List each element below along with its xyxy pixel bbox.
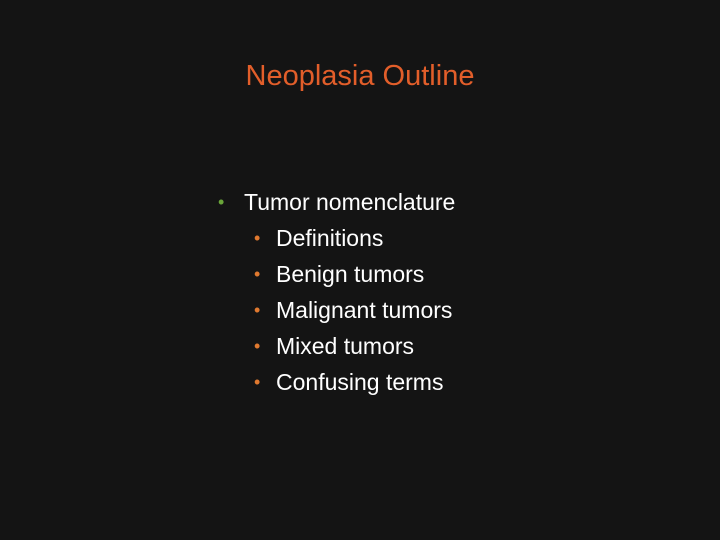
slide-title: Neoplasia Outline [245, 60, 475, 92]
sub-bullet-item [218, 256, 698, 292]
bullet-dot-icon: • [254, 264, 261, 284]
sub-bullet-text: Benign tumors [276, 261, 425, 287]
bullet-dot-icon: • [254, 228, 261, 248]
bullet-text: Tumor nomenclature [244, 189, 456, 215]
sub-bullet-item [218, 364, 698, 400]
bullet-dot-icon: • [254, 336, 261, 356]
sub-bullet-text: Malignant tumors [276, 297, 453, 323]
sub-bullet-text: Definitions [276, 225, 384, 251]
sub-bullet-text: Mixed tumors [276, 333, 415, 359]
sub-bullet-item [218, 292, 698, 328]
sub-bullet-text: Confusing terms [276, 369, 444, 395]
bullet-item-level1 [218, 184, 698, 220]
bullet-dot-icon: • [218, 192, 225, 212]
bullet-dot-icon: • [254, 300, 261, 320]
bullet-dot-icon: • [254, 372, 261, 392]
sub-bullet-item [218, 328, 698, 364]
sub-bullet-item [218, 220, 698, 256]
bullet-list [218, 184, 698, 400]
